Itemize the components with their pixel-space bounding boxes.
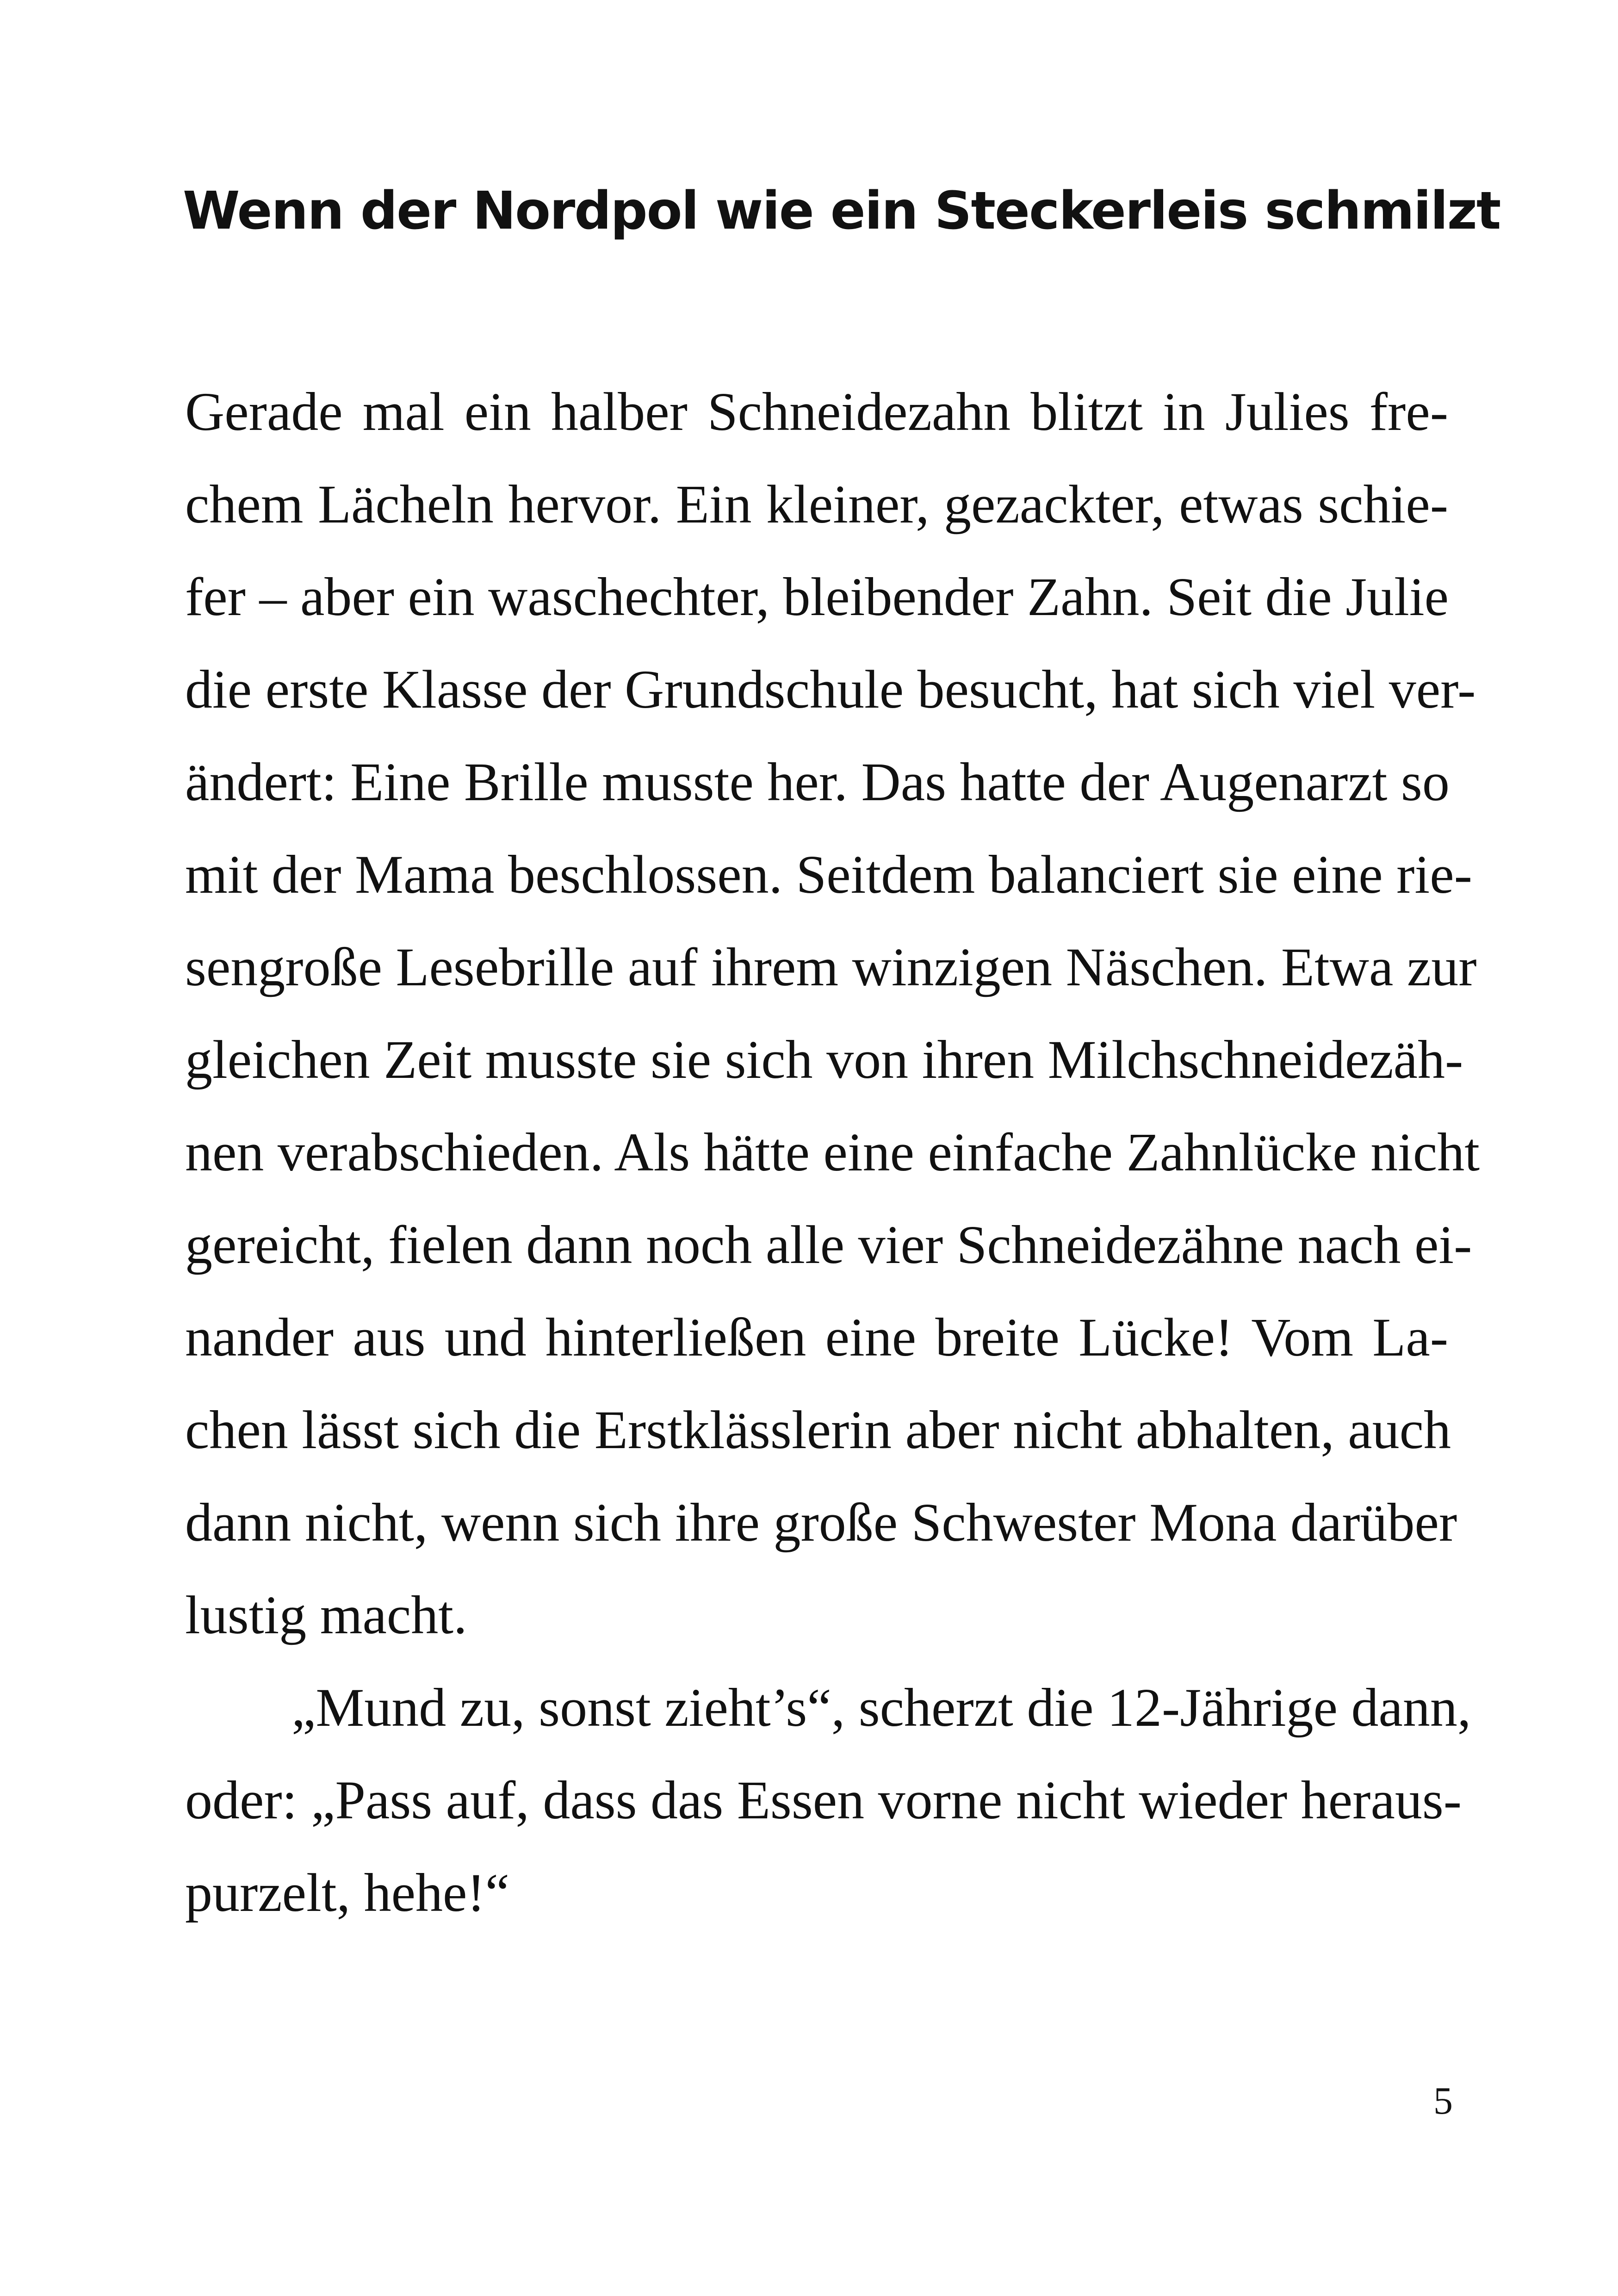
text-line: mit der Mama beschlossen. Seitdem balanciert sie eine rie- [185, 844, 1472, 905]
text-line: chen lässt sich die Erstklässlerin aber nicht abhalten, auch [185, 1400, 1451, 1460]
text-line: nander aus und hinterließen eine breite Lücke! Vom La- [185, 1307, 1448, 1368]
text-line: lustig macht. [185, 1585, 467, 1645]
page-number: 5 [1433, 2079, 1453, 2122]
chapter-title: Wenn der Nordpol wie ein Steckerleis schmilzt [183, 181, 1500, 241]
text-line: nen verabschieden. Als hätte eine einfache Zahnlücke nicht [185, 1122, 1480, 1182]
text-line: gereicht, fielen dann noch alle vier Schneidezähne nach ei- [185, 1214, 1472, 1275]
text-line: sengroße Lesebrille auf ihrem winzigen Näschen. Etwa zur [185, 937, 1477, 997]
text-line: chem Lächeln hervor. Ein kleiner, gezackter, etwas schie- [185, 474, 1448, 535]
text-line: die erste Klasse der Grundschule besucht, hat sich viel ver- [185, 659, 1476, 720]
text-line: purzelt, hehe!“ [185, 1862, 510, 1923]
text-line: oder: „Pass auf, dass das Essen vorne nicht wieder heraus- [185, 1770, 1462, 1830]
text-line: ändert: Eine Brille musste her. Das hatte der Augenarzt so [185, 752, 1450, 812]
text-line: Gerade mal ein halber Schneidezahn blitzt in Julies fre- [185, 381, 1448, 442]
text-line: dann nicht, wenn sich ihre große Schwester Mona darüber [185, 1492, 1457, 1553]
text-line: gleichen Zeit musste sie sich von ihren Milchschneidezäh- [185, 1029, 1463, 1090]
text-line: fer – aber ein waschechter, bleibender Zahn. Seit die Julie [185, 566, 1449, 627]
text-line: „Mund zu, sonst zieht’s“, scherzt die 12-Jährige dann, [291, 1677, 1471, 1738]
